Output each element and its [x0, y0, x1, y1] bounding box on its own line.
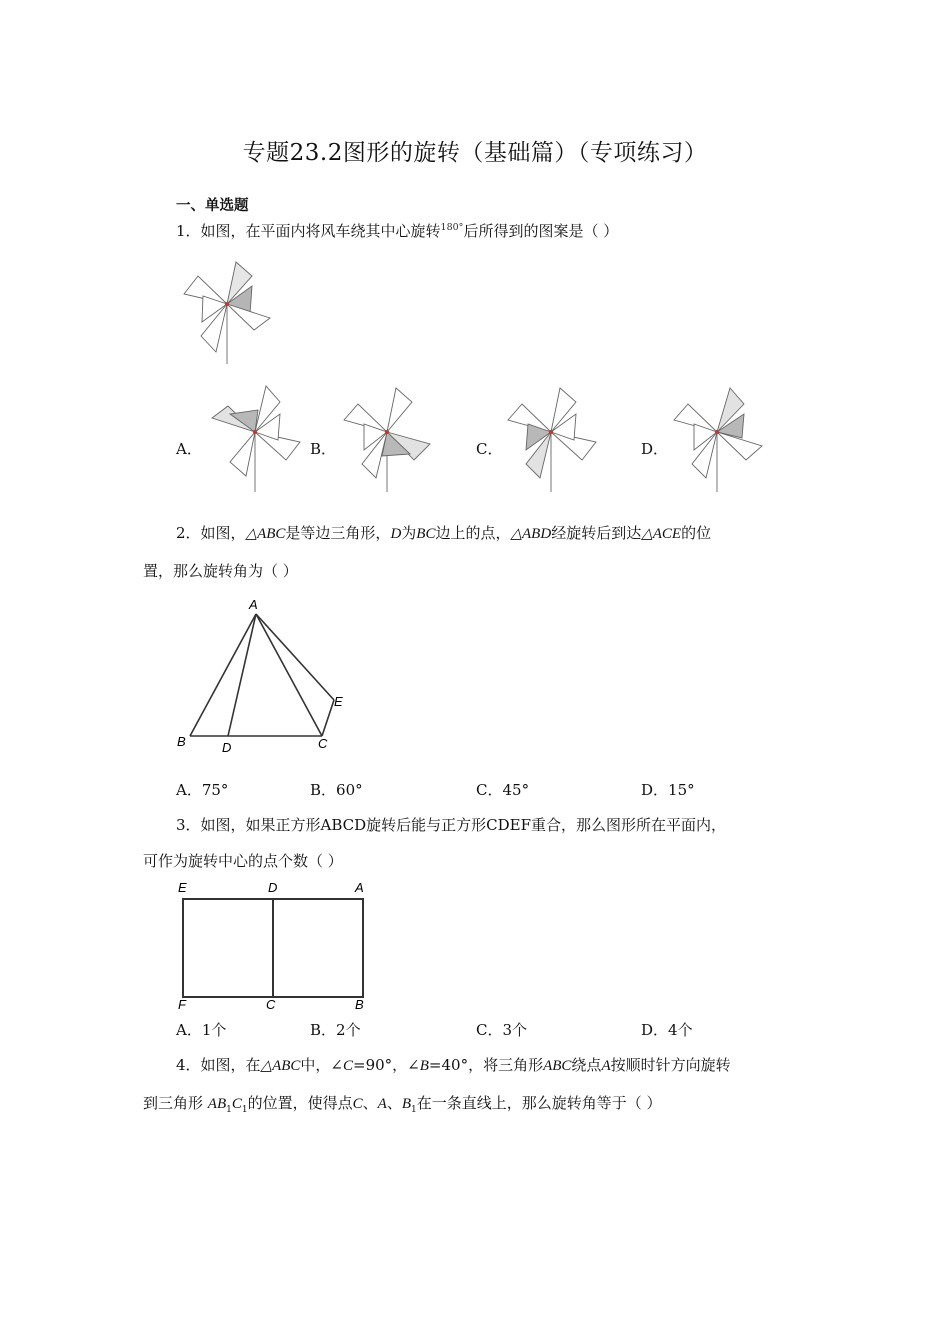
q4-point-b: B: [401, 1096, 411, 1112]
section-heading: 一、单选题: [176, 197, 249, 214]
q4-text-2m: 在一条直线上，那么旋转角等于（ ）: [416, 1094, 662, 1112]
q4-sub-2: 1: [241, 1105, 248, 1115]
q2-option-b[interactable]: B．60°: [310, 781, 363, 799]
q4-sep-2: 、: [386, 1094, 402, 1112]
q2-text-3: 是等边三角形，: [285, 524, 391, 542]
q1-option-c-figure: [502, 384, 602, 494]
q3-option-c[interactable]: C．3个: [476, 1021, 528, 1039]
q1-text-before: 1．如图，在平面内将风车绕其中心旋转: [176, 222, 441, 240]
q2-text-11: 的位: [681, 524, 712, 542]
q4-text-2f: 的位置，使得点: [247, 1094, 353, 1112]
q3-option-a[interactable]: A．1个: [176, 1021, 227, 1039]
page-title: 专题23.2图形的旋转（基础篇）（专项练习）: [242, 140, 708, 166]
q1-option-a[interactable]: A．: [176, 440, 202, 458]
q2-text-7: 边上的点，: [435, 524, 511, 542]
q4-ab: AB: [207, 1096, 227, 1112]
q1-angle: 180°: [440, 222, 464, 233]
q2-label-c: C: [318, 736, 328, 751]
q2-option-d[interactable]: D．15°: [641, 781, 695, 799]
q4-text-g: =40°，将三角形: [428, 1056, 544, 1074]
q4-c: C: [231, 1096, 242, 1112]
q2-triangle-figure: [176, 596, 356, 756]
q2-point-d: D: [390, 526, 402, 542]
q4-line2: [143, 1093, 662, 1120]
q2-label-e: E: [334, 694, 343, 709]
q1-option-a-figure: [206, 384, 306, 494]
q4-point-c: C: [352, 1096, 363, 1112]
q4-angle-b: B: [419, 1058, 429, 1074]
q3-option-d[interactable]: D．4个: [641, 1021, 693, 1039]
q2-triangle-abd: △ABD: [510, 526, 552, 542]
q1-windmill-figure: [176, 256, 276, 366]
q4-sub-3: 1: [411, 1105, 417, 1115]
q4-text-k: 按顺时针方向旋转: [610, 1056, 731, 1074]
q1-option-b-figure: [338, 384, 438, 494]
q4-triangle-abc: △ABC: [260, 1058, 301, 1074]
q3-label-b: B: [355, 997, 364, 1012]
q4-text-c: 中，∠: [300, 1056, 343, 1074]
q4-text-e: =90°，∠: [353, 1056, 420, 1074]
q4-sep-1: 、: [362, 1094, 378, 1112]
q3-label-c: C: [266, 997, 276, 1012]
q1-option-d-figure: [668, 384, 768, 494]
q2-label-a: A: [249, 597, 258, 612]
q4-text-2a: 到三角形: [143, 1094, 208, 1112]
q2-text-9: 经旋转后到达: [551, 524, 642, 542]
q2-triangle-ace: △ACE: [641, 526, 682, 542]
q2-text-5: 为: [401, 524, 417, 542]
q3-label-a: A: [355, 880, 364, 895]
q2-line1: [176, 523, 711, 544]
q4-text-i: 绕点: [571, 1056, 602, 1074]
q4-sub-1: 1: [226, 1105, 232, 1115]
q1-text-after: 后所得到的图案是（ ）: [463, 222, 619, 240]
q3-label-d: D: [268, 880, 278, 895]
q4-angle-c: C: [343, 1058, 354, 1074]
q2-line2: 置，那么旋转角为（ ）: [143, 562, 298, 580]
q2-label-d: D: [222, 740, 232, 755]
q2-text-1: 2．如图，: [176, 524, 246, 542]
q4-line1: [176, 1055, 731, 1076]
q4-name-abc: ABC: [543, 1058, 572, 1074]
q1-option-b[interactable]: B．: [310, 440, 337, 458]
q4-point-a2: A: [377, 1096, 387, 1112]
q3-label-f: F: [178, 997, 186, 1012]
q4-text-a: 4．如图，在: [176, 1056, 261, 1074]
q3-option-b[interactable]: B．2个: [310, 1021, 361, 1039]
q1-text: [176, 218, 618, 241]
q4-point-a: A: [601, 1058, 611, 1074]
q2-triangle-abc: △ABC: [245, 526, 286, 542]
q1-option-d[interactable]: D．: [641, 440, 669, 458]
q2-label-b: B: [177, 734, 186, 749]
q3-line2: 可作为旋转中心的点个数（ ）: [143, 852, 343, 870]
q2-option-a[interactable]: A．75°: [176, 781, 229, 799]
q2-option-c[interactable]: C．45°: [476, 781, 530, 799]
q1-option-c[interactable]: C．: [476, 440, 503, 458]
q2-segment-bc: BC: [416, 526, 436, 542]
q3-squares-figure: [172, 878, 372, 1010]
q3-label-e: E: [178, 880, 187, 895]
q3-line1: 3．如图，如果正方形ABCD旋转后能与正方形CDEF重合，那么图形所在平面内，: [176, 816, 727, 834]
